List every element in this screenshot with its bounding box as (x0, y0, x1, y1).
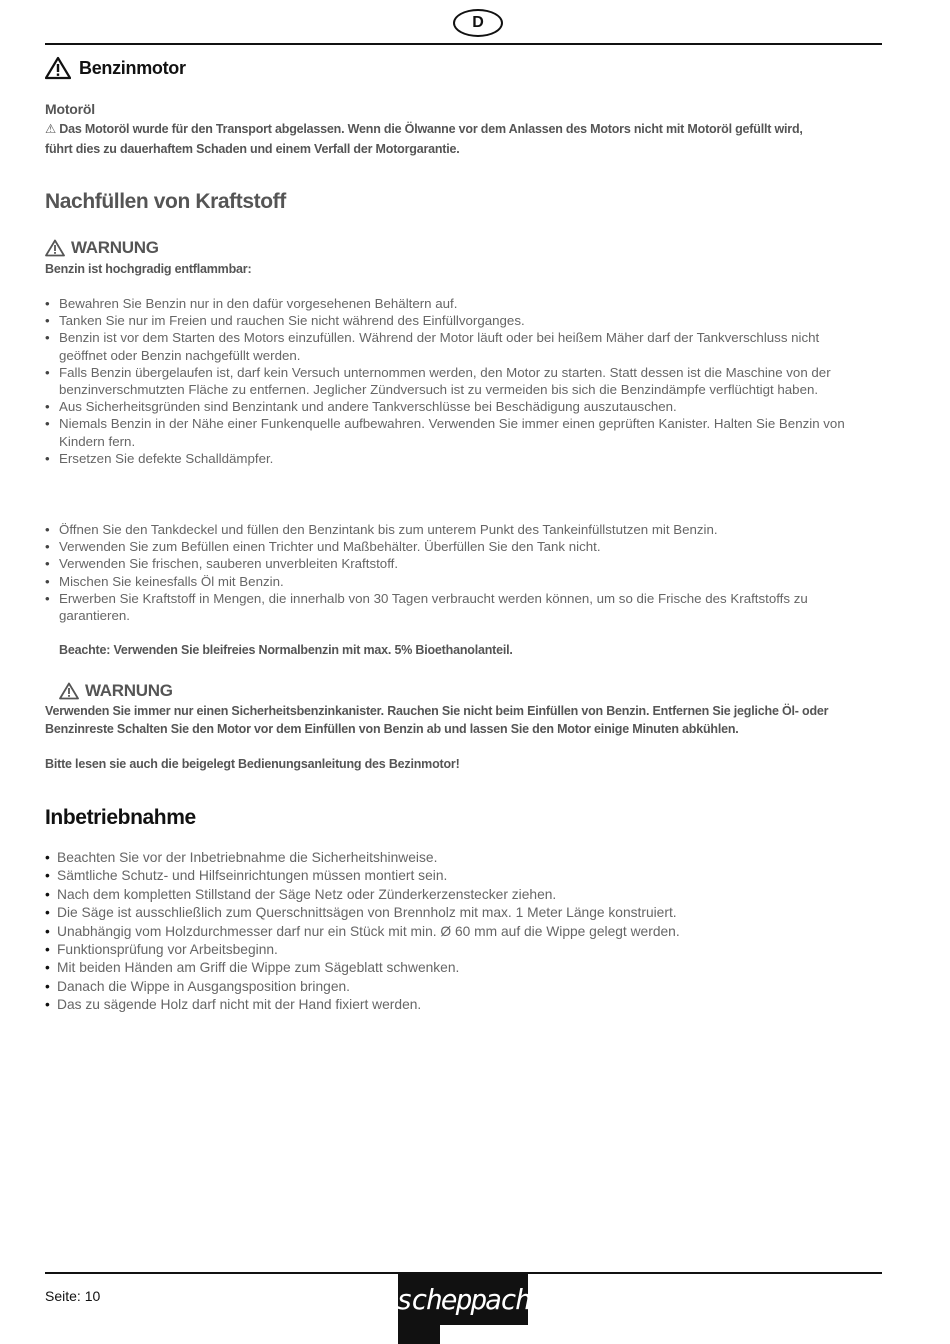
engine-heading (45, 56, 186, 80)
list-item: • Nach dem kompletten Stillstand der Säge Netz oder Zünderkerzenstecker ziehen. (45, 886, 875, 904)
fuel-note: Beachte: Verwenden Sie bleifreies Normalbenzin mit max. 5% Bioethanolanteil. (59, 643, 513, 657)
refuel-steps-list (45, 521, 870, 624)
list-item: • Unabhängig vom Holzdurchmesser darf nur ein Stück mit min. Ø 60 mm auf die Wippe gelegt werden. (45, 923, 875, 941)
language-badge: D (453, 9, 503, 37)
logo-text: scheppach (396, 1282, 530, 1316)
oil-warning-symbol: ⚠ (45, 122, 57, 136)
warning-triangle-icon (59, 682, 79, 700)
warning-triangle-icon (45, 239, 65, 257)
list-item: • Öffnen Sie den Tankdeckel und füllen den Benzintank bis zum unterem Punkt des Tankeinfüllstutzen mit Benzin. (45, 521, 870, 538)
list-item: • Verwenden Sie frischen, sauberen unverbleiten Kraftstoff. (45, 555, 870, 572)
list-item: • Mischen Sie keinesfalls Öl mit Benzin. (45, 573, 870, 590)
page-number: Seite: 10 (45, 1288, 101, 1304)
warning-sub-1: Benzin ist hochgradig entflammbar: (45, 262, 252, 276)
header-divider (45, 43, 882, 45)
list-item: • Falls Benzin übergelaufen ist, darf kein Versuch unternommen werden, den Motor zu starten. Statt dessen ist die Maschine von der benzinverschmutzten Fläche zu entfernen. Jeglicher Zündversuch ist zu vermeiden bis sich die Benzindämpfe verflüchtigt haben. (45, 364, 870, 398)
manual-note: Bitte lesen sie auch die beigelegt Bedienungsanleitung des Bezinmotor! (45, 757, 460, 771)
list-item: • Die Säge ist ausschließlich zum Querschnittsägen von Brennholz mit max. 1 Meter Länge konstruiert. (45, 904, 875, 922)
list-item: • Funktionsprüfung vor Arbeitsbeginn. (45, 941, 875, 959)
list-item: • Das zu sägende Holz darf nicht mit der Hand fixiert werden. (45, 996, 875, 1014)
list-item: • Benzin ist vor dem Starten des Motors einzufüllen. Während der Motor läuft oder bei heißem Mäher darf der Tankverschluss nicht geöffnet oder Benzin nachgefüllt werden. (45, 329, 870, 363)
list-item: • Bewahren Sie Benzin nur in den dafür vorgesehenen Behältern auf. (45, 295, 870, 312)
list-item: • Erwerben Sie Kraftstoff in Mengen, die innerhalb von 30 Tagen verbraucht werden können, um so die Frische des Kraftstoffs zu garantieren. (45, 590, 870, 624)
refuel-heading: Nachfüllen von Kraftstoff (45, 190, 286, 213)
warning-label-1: WARNUNG (71, 238, 159, 257)
commissioning-heading: Inbetriebnahme (45, 806, 196, 829)
list-item: • Sämtliche Schutz- und Hilfseinrichtungen müssen montiert sein. (45, 867, 875, 885)
list-item: • Mit beiden Händen am Griff die Wippe zum Sägeblatt schwenken. (45, 959, 875, 977)
oil-title: Motoröl (45, 101, 95, 117)
list-item: • Aus Sicherheitsgründen sind Benzintank und andere Tankverschlüsse bei Beschädigung auszutauschen. (45, 398, 870, 415)
list-item: • Ersetzen Sie defekte Schalldämpfer. (45, 450, 870, 467)
safety-list (45, 295, 870, 467)
oil-warning-text: ⚠ Das Motoröl wurde für den Transport abgelassen. Wenn die Ölwanne vor dem Anlassen des Motors nicht mit Motoröl gefüllt wird, führt dies zu dauerhaftem Schaden und einem Verfall der Motorgarantie. (45, 122, 803, 156)
warning-heading-2 (59, 681, 173, 701)
engine-title: Benzinmotor (79, 57, 186, 78)
warning-text-2: Verwenden Sie immer nur einen Sicherheitsbenzinkanister. Rauchen Sie nicht beim Einfüllen von Benzin. Entfernen Sie jegliche Öl- oder Benzinreste Schalten Sie den Motor vor dem Einfüllen von Benzin ab und lassen Sie den Motor einige Minuten abkühlen. (45, 704, 829, 736)
list-item: • Danach die Wippe in Ausgangsposition bringen. (45, 978, 875, 996)
logo-tab (398, 1325, 440, 1344)
list-item: • Verwenden Sie zum Befüllen einen Trichter und Maßbehälter. Überfüllen Sie den Tank nicht. (45, 538, 870, 555)
warning-heading-1 (45, 238, 159, 258)
warning-label-2: WARNUNG (85, 681, 173, 700)
list-item: • Niemals Benzin in der Nähe einer Funkenquelle aufbewahren. Verwenden Sie immer einen geprüften Kanister. Halten Sie Benzin von Kindern fern. (45, 415, 870, 449)
list-item: • Tanken Sie nur im Freien und rauchen Sie nicht während des Einfüllvorganges. (45, 312, 870, 329)
brand-logo (398, 1273, 528, 1325)
warning-triangle-icon (45, 56, 71, 80)
list-item: • Beachten Sie vor der Inbetriebnahme die Sicherheitshinweise. (45, 849, 875, 867)
commissioning-list (45, 849, 875, 1015)
